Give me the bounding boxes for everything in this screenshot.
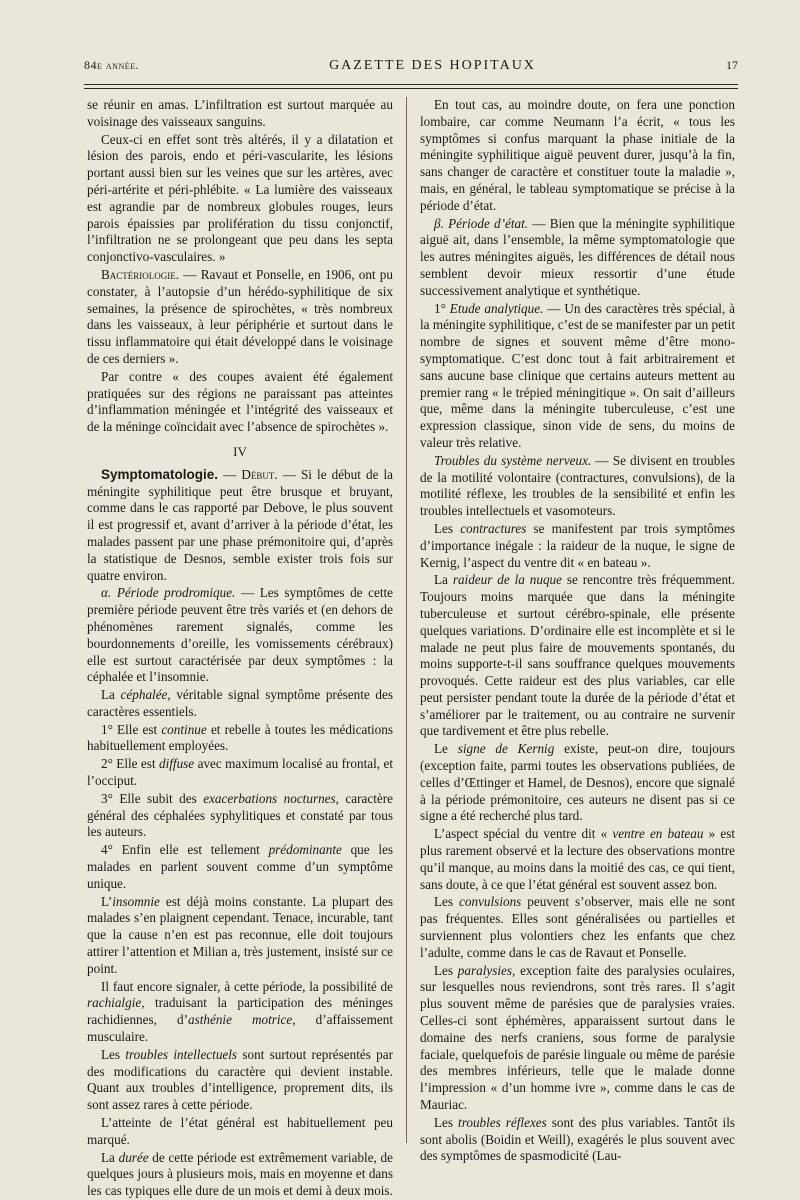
paragraph: Troubles du système nerveux. — Se divisent en troubles de la motilité volontaire (contractures, convulsions), de la motilité réflexe, les troubles de la sensibilité et enfin les troubles intellectuels et vasomoteurs. — [420, 452, 735, 519]
column-divider — [406, 97, 407, 1143]
section-number: IV — [233, 443, 247, 459]
paragraph: 1° Etude analytique. — Un des caractères très spécial, à la méningite syphilitique, c’est de se manifester par un petit nombre de signes et souvent même d’être mono-symptomatique. C’est donc tout à fait arbitrairement et sans aucune base clinique que certains auteurs mettent au premier rang « le trépied méningitique ». On sait d’ailleurs que, même dans la méningite tuberculeuse, c’est une expression classique, sinon vide de sens, du moins de valeur très relative. — [420, 300, 735, 450]
paragraph: L’aspect spécial du ventre dit « ventre en bateau » est plus rarement observé et la lecture des observations montre qu’il manque, au moins dans la moitié des cas, ce qui tient, sans doute, à ce que l’état général est souvent assez bon. — [420, 826, 735, 892]
paragraph: Symptomatologie. — Début. — Si le début de la méningite syphilitique peut être brusque et bruyant, comme dans le cas rapporté par Debove, le plus souvent il est progressif et, avant d’arriver à la période d’état, les malades passent par une phase prémonitoire qui, d’après la statistique de Desnos, semble exister trois fois sur quatre environ. — [87, 466, 393, 583]
paragraph: La raideur de la nuque se rencontre très fréquemment. Toujours moins marquée que dans la méningite tuberculeuse et surtout cérébro-spinale, elle présente quelques variations. D’ordinaire elle est incomplète et si le malade ne peut plus faire de mouvements spontanés, du moins supporte-t-il sans souffrance quelques mouvements provoqués. Cette raideur est des plus variables, car elle peut persister pendant toute la durée de la période d’état et s’améliorer par le traitement, ou au contraire ne survenir que tardivement et être plus rebelle. — [420, 572, 735, 739]
subheading-troubles-systeme-nerveux: Troubles du système nerveux. — [434, 452, 592, 468]
paragraph: Ceux-ci en effet sont très altérés, il y a dilatation et lésion des parois, endo et péri-vascularite, les lésions portant aussi bien sur les veines que sur les artères, avec péri-artérite et péri-phlébite. « La lumière des vaisseaux est agrandie par de nombreux globules rouges, leurs parois épaissies par prolifération du tissu conjonctif, l’infiltration ne se prolongeant que peu dans les septa conjonctivo-vasculaires. » — [87, 131, 393, 265]
paragraph: La durée de cette période est extrêmement variable, de quelques jours à plusieurs mois, mais en moyenne et dans les cas typiques elle dure de un mois et demi à deux mois. — [87, 1149, 393, 1199]
list-item: 3° Elle subit des exacerbations nocturnes, caractère général des céphalées syphylitiques et constaté par tous les auteurs. — [87, 790, 393, 840]
page-number: 17 — [725, 58, 738, 72]
paragraph: Le signe de Kernig existe, peut-on dire, toujours (exception faite, parmi toutes les observations publiées, de celles d’Œttinger et Hamel, de Desnos), encore que signalé à la période prémonitoire, ces auteurs ne disent pas si ce signe a été recherché plus tard. — [420, 741, 735, 824]
header-rule-top — [84, 84, 738, 85]
section-heading-symptomatologie: Symptomatologie. — [101, 466, 219, 482]
paragraph: Par contre « des coupes avaient été également pratiquées sur des régions ne paraissant pas atteintes d’inflammation méningée et l’intégrité des vaisseaux et de la méninge coïncidait avec l’absence de spirochètes ». — [87, 368, 393, 435]
subheading-periode-prodromique: α. Période prodromique. — [101, 585, 236, 601]
paragraph: Bactériologie. — Ravaut et Ponselle, en 1906, ont pu constater, à l’autopsie d’un hérédo-syphilitique de six semaines, la présence de spirochètes, « très nombreux dans les vaisseaux, à leur périphérie et surtout dans le tissu inflammatoire qui était développé dans le voisinage de ces derniers ». — [87, 266, 393, 366]
paragraph: se réunir en amas. L’infiltration est surtout marquée au voisinage des vaisseaux sanguins. — [87, 97, 393, 129]
paragraph: Les contractures se manifestent par trois symptômes d’importance inégale : la raideur de la nuque, le signe de Kernig, l’aspect du ventre dit « en bateau ». — [420, 520, 735, 570]
paragraph: L’insomnie est déjà moins constante. La plupart des malades s’en plaignent cependant. Tenace, incurable, tant que la cause n’en est pas reconnue, elle doit toujours attirer l’attention et Milian a, très justement, insisté sur ce point. — [87, 893, 393, 976]
page-header — [84, 58, 738, 80]
left-column — [87, 97, 394, 1199]
paragraph: Les paralysies, exception faite des paralysies oculaires, sur lesquelles nous reviendrons, sont très rares. Il s’agit plus souvent même de parésies que de paralysies vraies. Celles-ci sont éphémères, apparaissent surtout dans le domaine des nerfs craniens, sous forme de paralysie faciale, quelquefois de parésie linguale ou même de parésie des membres inférieurs, telle que le malade donne l’impression « d’un homme ivre », comme dans le cas de Mauriac. — [420, 962, 735, 1113]
section-heading-bacteriologie: Bactériologie. — [101, 266, 180, 282]
paragraph: Les convulsions peuvent s’observer, mais elle ne sont pas fréquentes. Elles sont généralisées ou partielles et surviennent plus volontiers chez les enfants que chez l’adulte, comme dans le cas de Ravaut et Ponselle. — [420, 894, 736, 960]
subheading-debut: Début. — [241, 466, 278, 482]
volume-year: 84e année. — [84, 58, 139, 72]
paragraph: La céphalée, véritable signal symptôme présente des caractères essentiels. — [87, 687, 393, 719]
paragraph: β. Période d’état. — Bien que la méningite syphilitique aiguë ait, dans l’ensemble, la même symptomatologie que les autres méningites aiguës, les différences de détail nous semblent devoir mieux ressortir d’une étude successivement analytique et synthétique. — [420, 215, 735, 298]
right-column — [420, 97, 736, 1164]
paragraph: L’atteinte de l’état général est habituellement peu marqué. — [87, 1115, 393, 1147]
header-rule-bottom — [84, 88, 738, 89]
paragraph: Il faut encore signaler, à cette période, la possibilité de rachialgie, traduisant la participation des méninges rachidiennes, d’asthénie motrice, d’affaissement musculaire. — [87, 978, 394, 1045]
list-item: 4° Enfin elle est tellement prédominante que les malades en parlent souvent comme d’un symptôme unique. — [87, 842, 393, 891]
paragraph: Les troubles réflexes sont des plus variables. Tantôt ils sont abolis (Boidin et Weill), exagérés le plus souvent avec des symptômes de spasmodicité (Lau- — [420, 1114, 735, 1164]
list-item: 1° Elle est continue et rebelle à toutes les médications habituellement employées. — [87, 721, 393, 754]
paragraph: Les troubles intellectuels sont surtout représentés par des modifications du caractère qui devient instable. Quant aux troubles d’intelligence, proprement dits, ils sont assez rares à cette période. — [87, 1046, 393, 1113]
journal-title: GAZETTE DES HOPITAUX — [329, 58, 536, 73]
list-item: 2° Elle est diffuse avec maximum localisé au frontal, et l’occiput. — [87, 756, 393, 789]
paragraph: α. Période prodromique. — Les symptômes de cette première période peuvent être très variés et (en dehors de phénomènes rarement signalés, comme les bourdonnements d’oreille, les vomissements cérébraux) elle est surtout caractérisée par deux symptômes : la céphalée et l’insomnie. — [87, 585, 394, 685]
subheading-periode-etat: β. Période d’état. — [434, 215, 529, 231]
subheading-etude-analytique: Etude analytique. — [449, 300, 544, 316]
paragraph: En tout cas, au moindre doute, on fera une ponction lombaire, car comme Neumann l’a écrit, « tous les symptômes si confus marquant la phase initiale de la méningite syphilitique aiguë peuvent durer, jusqu’à la fin, sans changer de caractère et constituer toute la maladie », mais, en général, le tableau symptomatique se précise à la période d’état. — [420, 97, 735, 213]
